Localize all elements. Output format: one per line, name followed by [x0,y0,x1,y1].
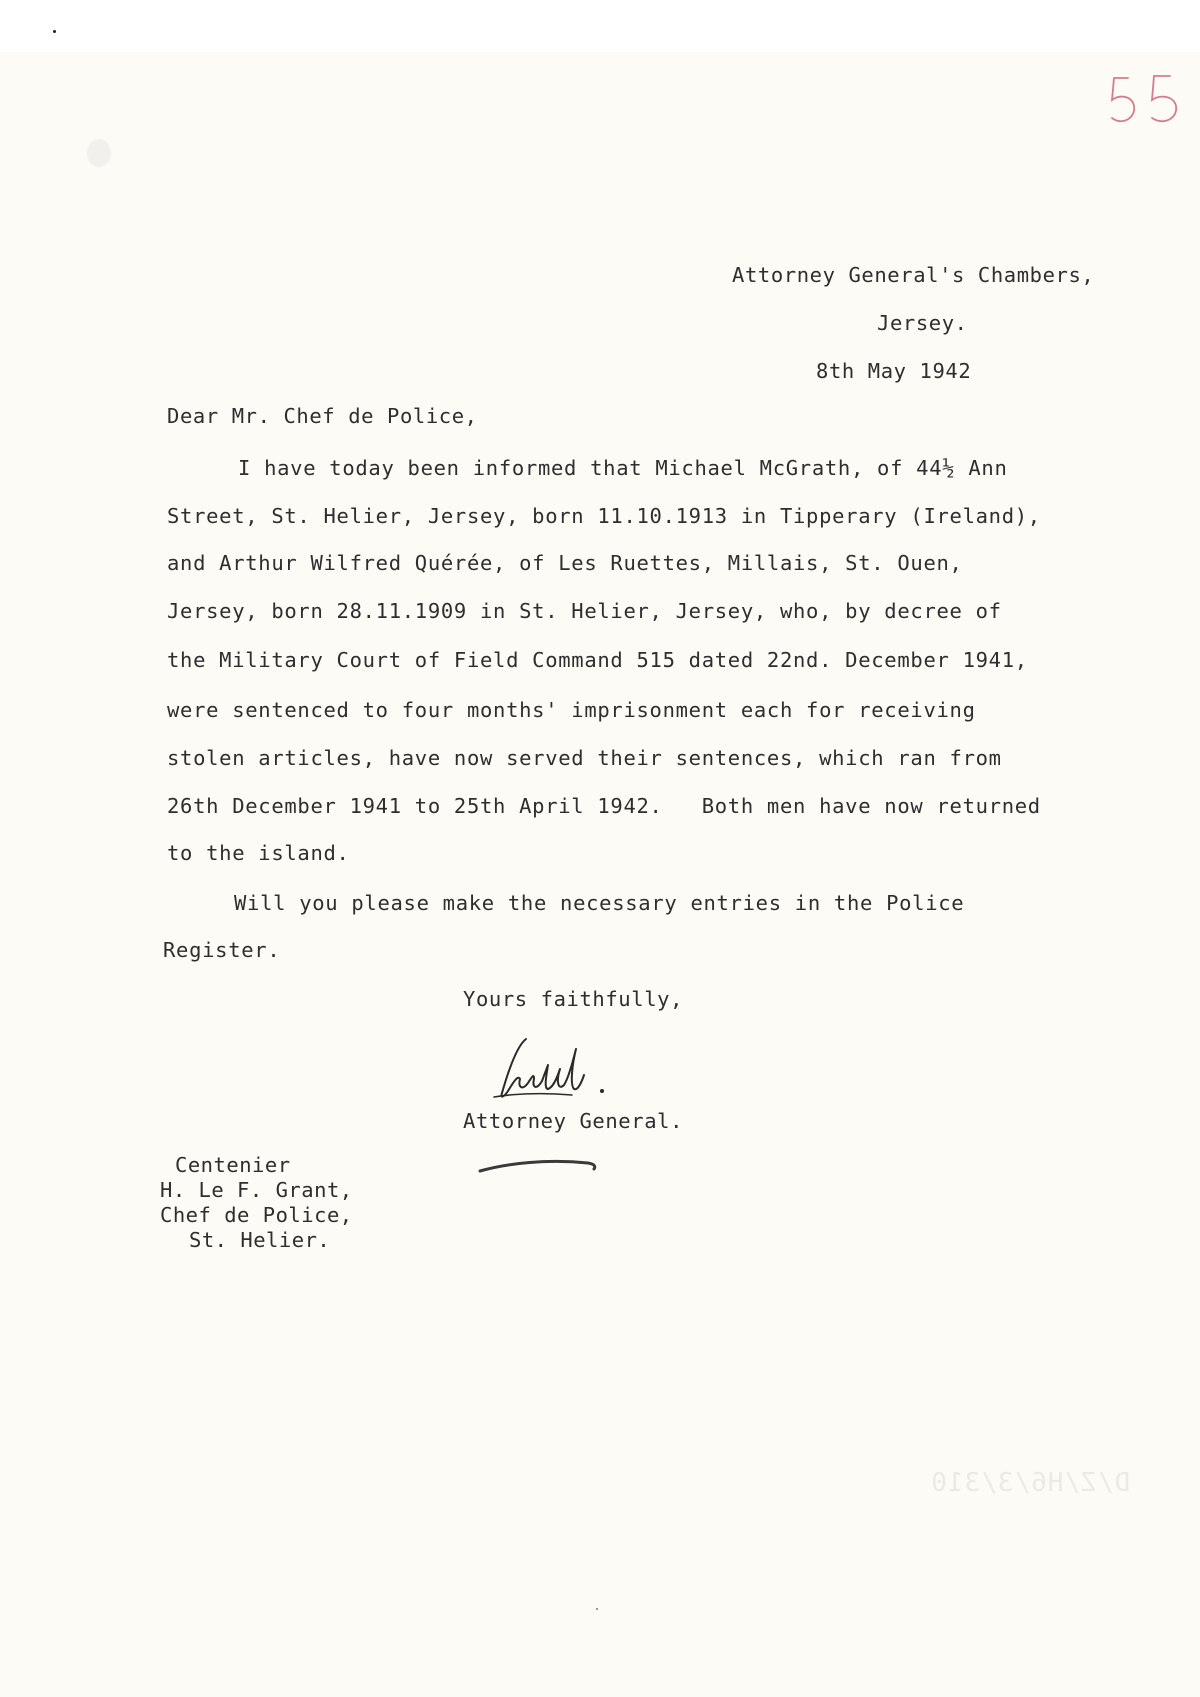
salutation: Dear Mr. Chef de Police, [167,404,478,428]
signatory-title: Attorney General. [463,1109,684,1133]
letter-date: 8th May 1942 [816,359,972,383]
closing: Yours faithfully, [463,987,684,1011]
folio-number [1108,70,1198,130]
body-line: stolen articles, have now served their sentences, which ran from [167,746,1002,770]
addressee-line: St. Helier. [189,1228,331,1252]
archive-reference-bleedthrough: D/Z/H6/3/310 [930,1468,1130,1498]
body-line: to the island. [167,841,350,865]
body-line: were sentenced to four months' imprisonment each for receiving [167,698,976,722]
body-line: Jersey, born 28.11.1909 in St. Helier, Jersey, who, by decree of [167,599,1002,623]
letter-page [0,52,1200,1697]
body-line: the Military Court of Field Command 515 dated 22nd. December 1941, [167,648,1028,672]
scan-top-margin [0,0,1200,53]
punch-hole-mark [88,140,110,166]
body-line: 26th December 1941 to 25th April 1942. Both men have now returned [167,794,1041,818]
body-line: I have today been informed that Michael McGrath, of 44½ Ann [238,456,1008,480]
ink-flourish [478,1153,598,1177]
sender-office: Attorney General's Chambers, [732,263,1095,287]
body-line: and Arthur Wilfred Quérée, of Les Ruettes, Millais, St. Ouen, [167,551,963,575]
addressee-line: Chef de Police, [160,1203,353,1227]
handwritten-signature [488,1035,628,1115]
sender-place: Jersey. [877,311,968,335]
body-line: Register. [163,938,281,962]
body-line: Will you please make the necessary entries in the Police [234,891,965,915]
scan-speck [53,30,56,33]
body-line: Street, St. Helier, Jersey, born 11.10.1913 in Tipperary (Ireland), [167,504,1041,528]
addressee-line: H. Le F. Grant, [160,1178,353,1202]
paper-speck [596,1608,598,1610]
addressee-line: Centenier [175,1153,291,1177]
